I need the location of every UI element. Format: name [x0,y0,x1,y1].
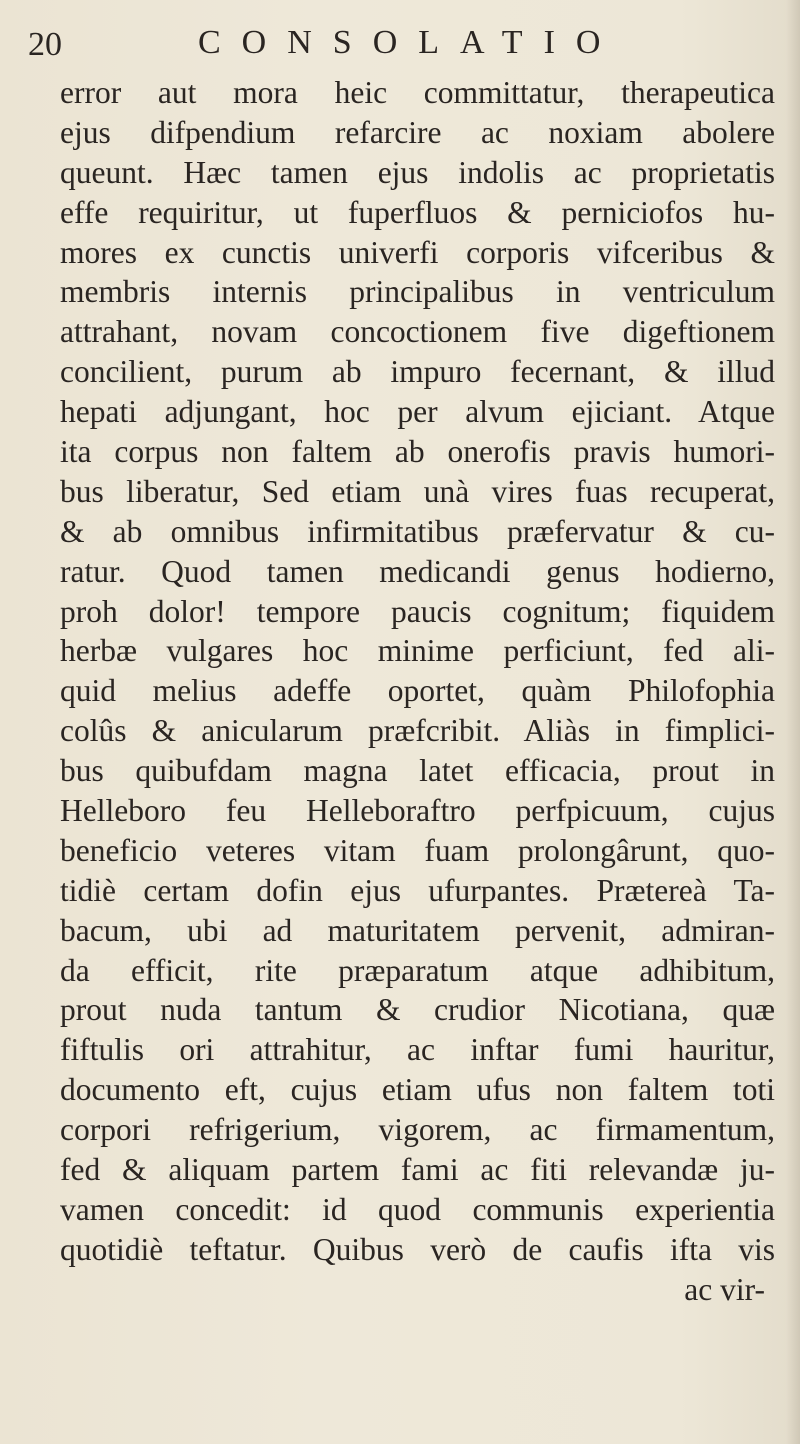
body-text [60,73,775,1310]
text-line: mores ex cunctis univerfi corporis vifceribus & [60,234,775,270]
text-line: attrahant, novam concoctionem five digeftionem [60,314,775,350]
text-line: vamen concedit: id quod communis experientia [60,1191,775,1227]
catchword-line: ac vir- [684,1271,765,1307]
text-line: queunt. Hæc tamen ejus indolis ac proprietatis [60,154,775,190]
text-line: corpori refrigerium, vigorem, ac firmamentum, [60,1112,775,1148]
text-line: proh dolor! tempore paucis cognitum; fiquidem [60,593,775,629]
page-edge-shadow [786,0,800,1444]
running-title: CONSOLATIO [198,24,622,61]
text-line: colûs & anicularum præfcribit. Aliàs in fimplici- [60,713,775,749]
text-line: documento eft, cujus etiam ufus non faltem toti [60,1072,775,1108]
text-line: & ab omnibus infirmitatibus præfervatur & cu- [60,513,775,549]
text-line: bacum, ubi ad maturitatem pervenit, admiran- [60,912,775,948]
text-line: da efficit, rite præparatum atque adhibitum, [60,952,775,988]
text-line: Helleboro feu Helleboraftro perfpicuum, cujus [60,793,775,829]
text-line: quid melius adeffe oportet, quàm Philofophia [60,673,775,709]
text-line: prout nuda tantum & crudior Nicotiana, quæ [60,992,775,1028]
text-line: fiftulis ori attrahitur, ac inftar fumi hauritur, [60,1032,775,1068]
text-line: herbæ vulgares hoc minime perficiunt, fed ali- [60,633,775,669]
text-line: tidiè certam dofin ejus ufurpantes. Prætereà Ta- [60,872,775,908]
text-line: ita corpus non faltem ab onerofis pravis humori- [60,434,775,470]
text-line: hepati adjungant, hoc per alvum ejiciant. Atque [60,394,775,430]
text-line: bus quibufdam magna latet efficacia, prout in [60,753,775,789]
text-line: beneficio veteres vitam fuam prolongârunt, quo- [60,832,775,868]
text-line: effe requiritur, ut fuperfluos & perniciofos hu- [60,194,775,230]
page-number: 20 [28,26,62,63]
text-line: quotidiè teftatur. Quibus verò de caufis ifta vis [60,1231,775,1267]
text-line: concilient, purum ab impuro fecernant, & illud [60,354,775,390]
text-line: bus liberatur, Sed etiam unà vires fuas recuperat, [60,473,775,509]
text-line: error aut mora heic committatur, therapeutica [60,75,775,110]
text-line: fed & aliquam partem fami ac fiti relevandæ ju- [60,1152,775,1188]
text-line: ratur. Quod tamen medicandi genus hodierno, [60,553,775,589]
text-line: membris internis principalibus in ventriculum [60,274,775,310]
page-header [22,18,770,66]
text-line: ejus difpendium refarcire ac noxiam abolere [60,114,775,150]
